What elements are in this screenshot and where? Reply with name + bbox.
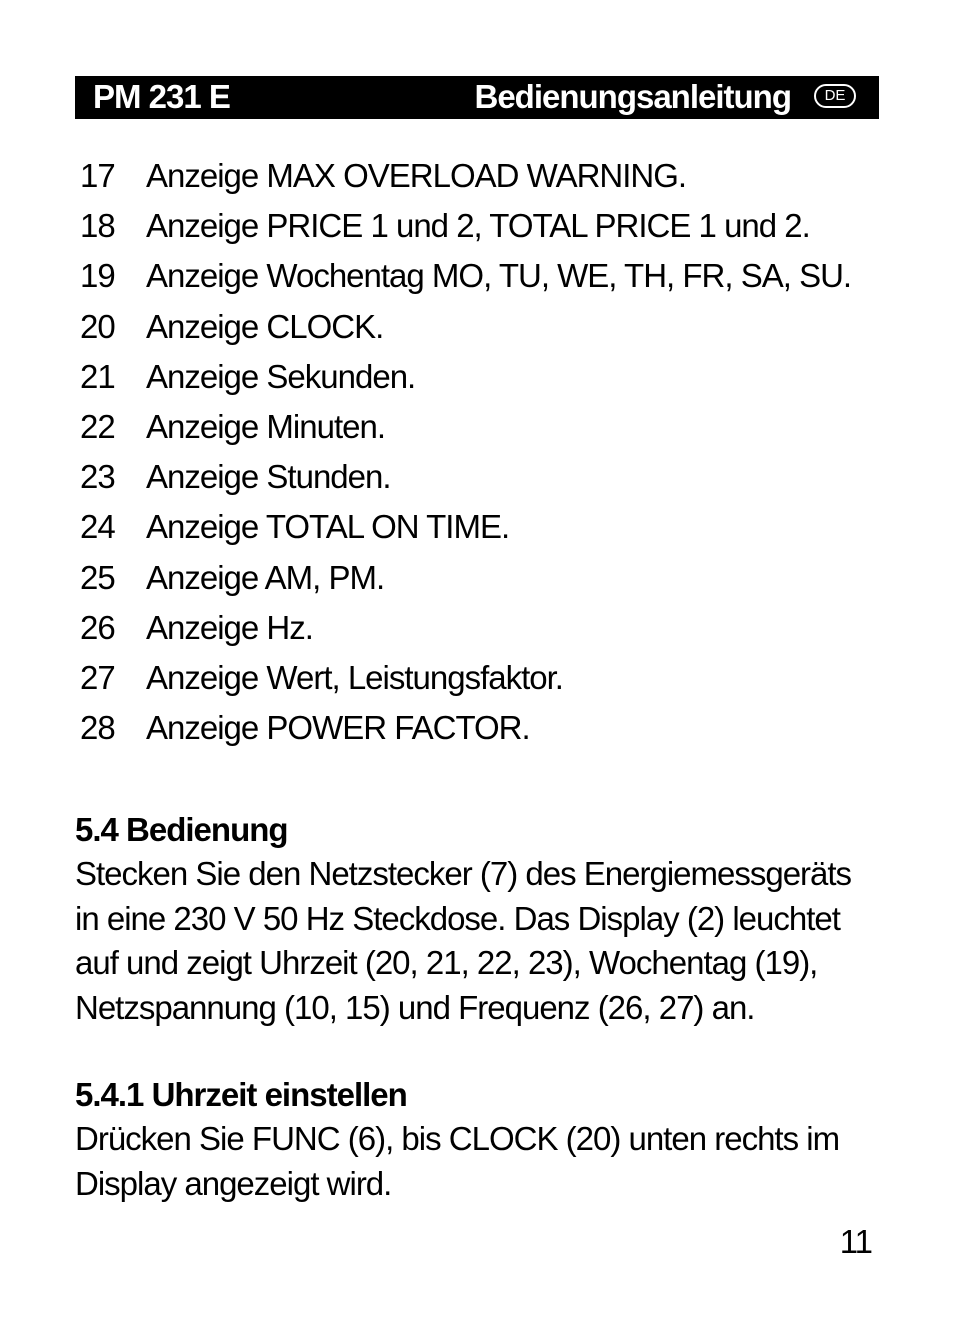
item-number: 21 (80, 357, 115, 395)
item-text: Anzeige Hz. (146, 608, 313, 646)
section-operation (75, 808, 875, 1030)
list-item (80, 305, 870, 355)
item-number: 27 (80, 658, 115, 696)
item-text: Anzeige PRICE 1 und 2, TOTAL PRICE 1 und 2. (146, 207, 810, 245)
item-text: Anzeige Wochentag MO, TU, WE, TH, FR, SA, SU. (146, 257, 852, 295)
page-number: 11 (839, 1223, 872, 1260)
item-number: 19 (80, 257, 115, 295)
item-text: Anzeige Stunden. (146, 458, 391, 496)
item-number: 17 (80, 157, 115, 194)
item-text: Anzeige POWER FACTOR. (146, 709, 530, 747)
section-line: auf und zeigt Uhrzeit (20, 21, 22, 23), Wochentag (19), (75, 944, 818, 981)
list-item (80, 455, 870, 505)
item-number: 18 (80, 207, 115, 245)
section-line: Netzspannung (10, 15) und Frequenz (26, 27) an. (75, 988, 755, 1026)
section-line: Drücken Sie FUNC (6), bis CLOCK (20) unten rechts im (75, 1120, 840, 1157)
item-number: 22 (80, 407, 115, 445)
item-number: 28 (80, 709, 115, 747)
list-item (80, 204, 870, 254)
list-item (80, 154, 870, 204)
item-text: Anzeige Sekunden. (146, 357, 416, 395)
item-number: 20 (80, 307, 115, 345)
section-line: in eine 230 V 50 Hz Steckdose. Das Display (2) leuchtet (75, 899, 840, 937)
item-number: 25 (80, 558, 115, 596)
list-item (80, 355, 870, 405)
display-indicator-list (80, 154, 870, 756)
language-badge: DE (814, 84, 856, 108)
list-item (80, 706, 870, 756)
list-item (80, 556, 870, 606)
item-text: Anzeige AM, PM. (146, 558, 385, 596)
list-item (80, 505, 870, 555)
list-item (80, 405, 870, 455)
section-line: Display angezeigt wird. (75, 1164, 392, 1202)
section-heading: 5.4 Bedienung (75, 811, 288, 848)
item-text: Anzeige Minuten. (146, 407, 385, 445)
list-item (80, 254, 870, 304)
item-text: Anzeige Wert, Leistungsfaktor. (146, 658, 563, 696)
item-number: 26 (80, 608, 115, 646)
section-heading: 5.4.1 Uhrzeit einstellen (75, 1076, 407, 1113)
list-item (80, 656, 870, 706)
item-text: Anzeige TOTAL ON TIME. (146, 508, 510, 546)
section-line: Stecken Sie den Netzstecker (7) des Energiemessgeräts (75, 855, 852, 892)
item-text: Anzeige MAX OVERLOAD WARNING. (146, 157, 687, 194)
list-item (80, 606, 870, 656)
item-number: 23 (80, 458, 115, 496)
model-name: PM 231 E (93, 78, 230, 115)
section-set-time (75, 1073, 875, 1206)
item-text: Anzeige CLOCK. (146, 307, 384, 345)
header-bar (75, 76, 879, 119)
manual-title: Bedienungsanleitung (474, 78, 791, 115)
item-number: 24 (80, 508, 115, 546)
